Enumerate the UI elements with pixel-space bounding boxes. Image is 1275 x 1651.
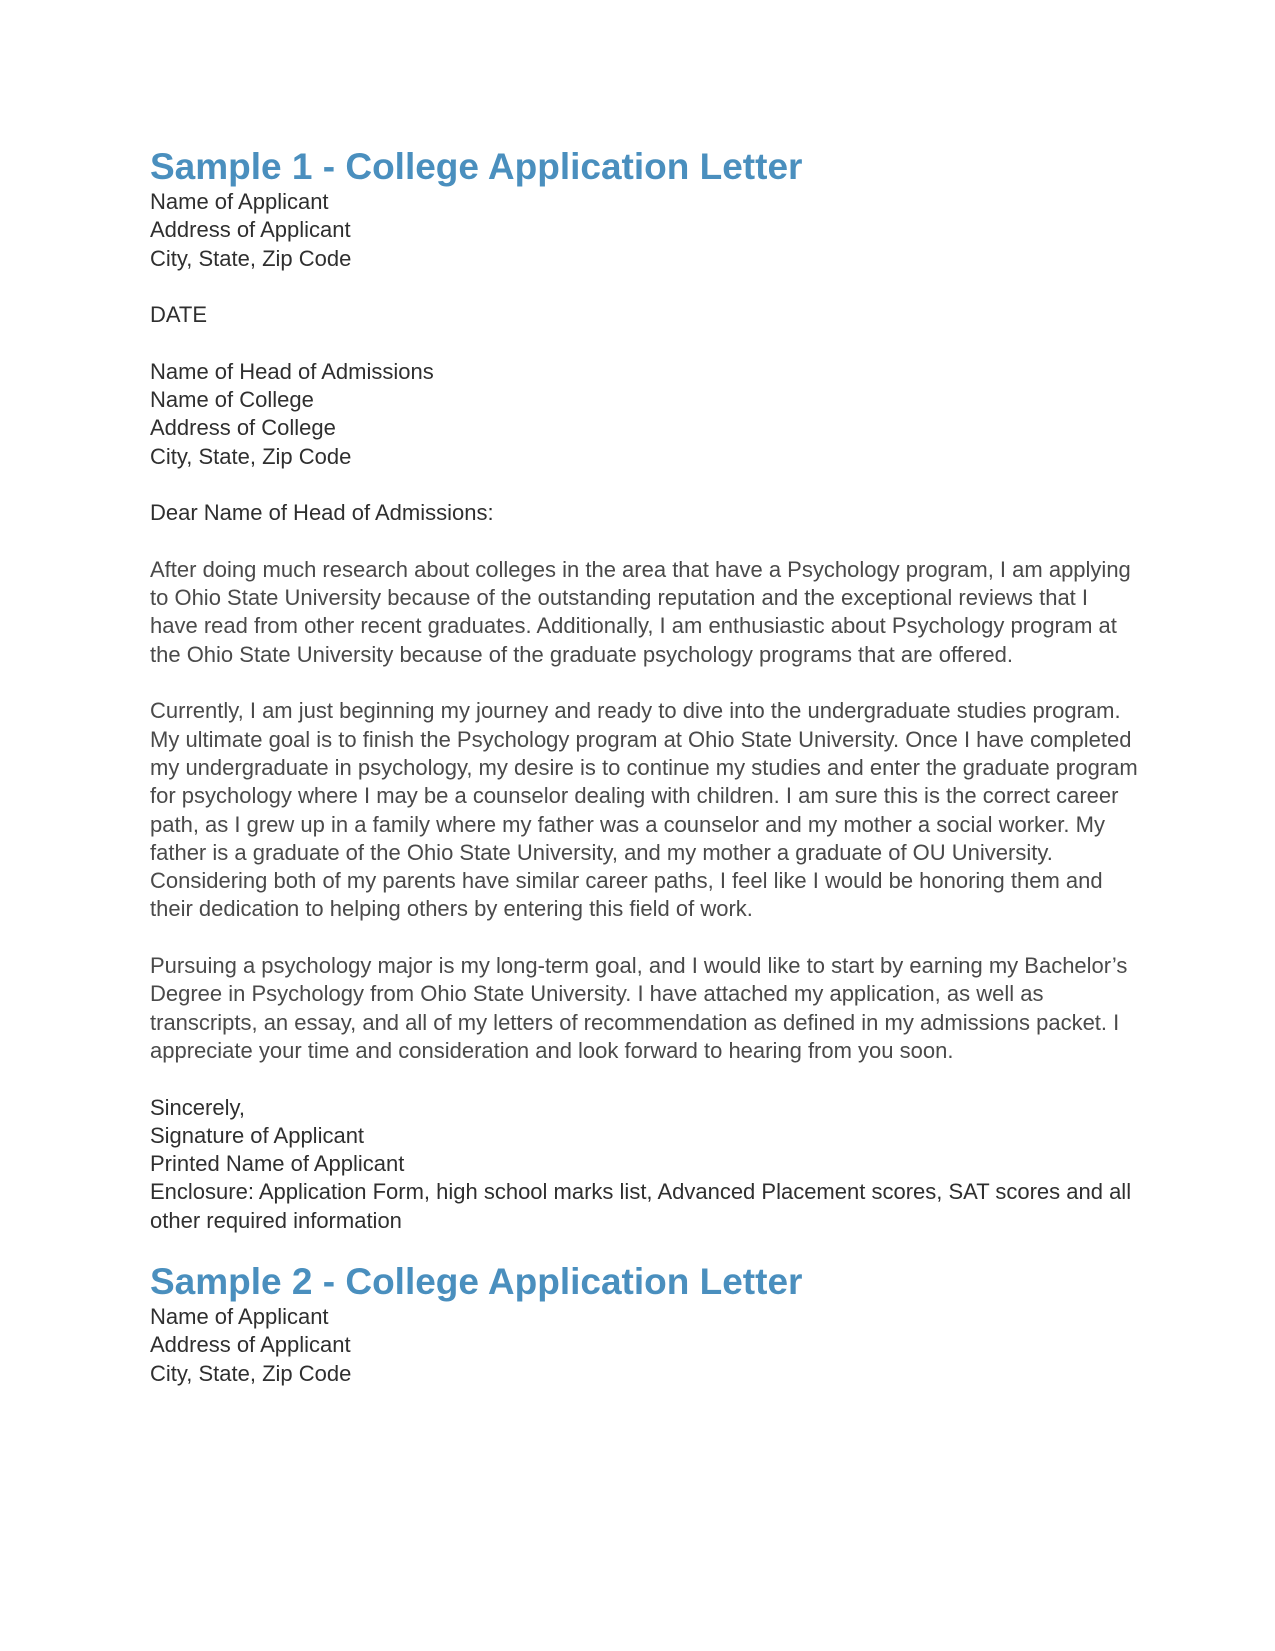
applicant-city: City, State, Zip Code — [150, 245, 352, 271]
spacer — [150, 669, 1140, 697]
recipient-city: City, State, Zip Code — [150, 443, 352, 469]
spacer — [150, 273, 1140, 301]
letter-date: DATE — [150, 302, 208, 328]
signature-line: Signature of Applicant — [150, 1122, 365, 1148]
applicant-city: City, State, Zip Code — [150, 1360, 352, 1386]
body-paragraph-1: After doing much research about colleges in the area that have a Psychology program, I am applying to Ohio State University because of the outstanding reputation and the exceptional reviews that I have read from other recent graduates. Additionally, I am enthusiastic about Psychology program at the Ohio State University because of the graduate psychology programs that are offered. — [150, 556, 1131, 667]
closing: Sincerely, — [150, 1094, 245, 1120]
spacer — [150, 528, 1140, 556]
spacer — [150, 1065, 1140, 1093]
applicant-name: Name of Applicant — [150, 189, 329, 214]
body-paragraph-2: Currently, I am just beginning my journey and ready to dive into the undergraduate studies program. My ultimate goal is to finish the Psychology program at Ohio State University. Once I have completed my undergraduate in psychology, my desire is to continue my studies and enter the graduate program for psychology where I may be a counselor dealing with children. I am sure this is the correct career path, as I grew up in a family where my father was a counselor and my mother a social worker. My father is a graduate of the Ohio State University, and my mother a graduate of OU University. Considering both of my parents have similar career paths, I feel like I would be honoring them and their dedication to helping others by entering this field of work. — [150, 698, 1138, 922]
enclosure-note: Enclosure: Application Form, high school marks list, Advanced Placement scores, SAT scores and all other required information — [150, 1179, 1132, 1233]
spacer — [150, 329, 1140, 357]
letter-content — [150, 146, 1140, 1388]
applicant-name: Name of Applicant — [150, 1303, 329, 1329]
recipient-college: Name of College — [150, 387, 314, 413]
applicant-address-block — [150, 188, 1140, 273]
applicant-address: Address of Applicant — [150, 217, 351, 243]
applicant-address: Address of Applicant — [150, 1332, 351, 1358]
sample-1-heading: Sample 1 - College Application Letter — [150, 146, 803, 187]
salutation: Dear Name of Head of Admissions: — [150, 500, 494, 526]
body-paragraph-3: Pursuing a psychology major is my long-term goal, and I would like to start by earning my Bachelor’s Degree in Psychology from Ohio State University. I have attached my application, as well as transcripts, an essay, and all of my letters of recommendation as defined in my admissions packet. I appreciate your time and consideration and look forward to hearing from you soon. — [150, 953, 1128, 1063]
sample-1-section — [150, 146, 1140, 1235]
sample-2-section — [150, 1261, 1140, 1388]
recipient-address: Address of College — [150, 415, 336, 441]
spacer — [150, 924, 1140, 952]
spacer — [150, 471, 1140, 499]
applicant-address-block-2 — [150, 1303, 1140, 1388]
closing-block — [150, 1094, 1140, 1235]
recipient-address-block — [150, 358, 1140, 471]
sample-2-heading: Sample 2 - College Application Letter — [150, 1260, 803, 1302]
recipient-name: Name of Head of Admissions — [150, 358, 434, 384]
printed-name: Printed Name of Applicant — [150, 1151, 405, 1177]
